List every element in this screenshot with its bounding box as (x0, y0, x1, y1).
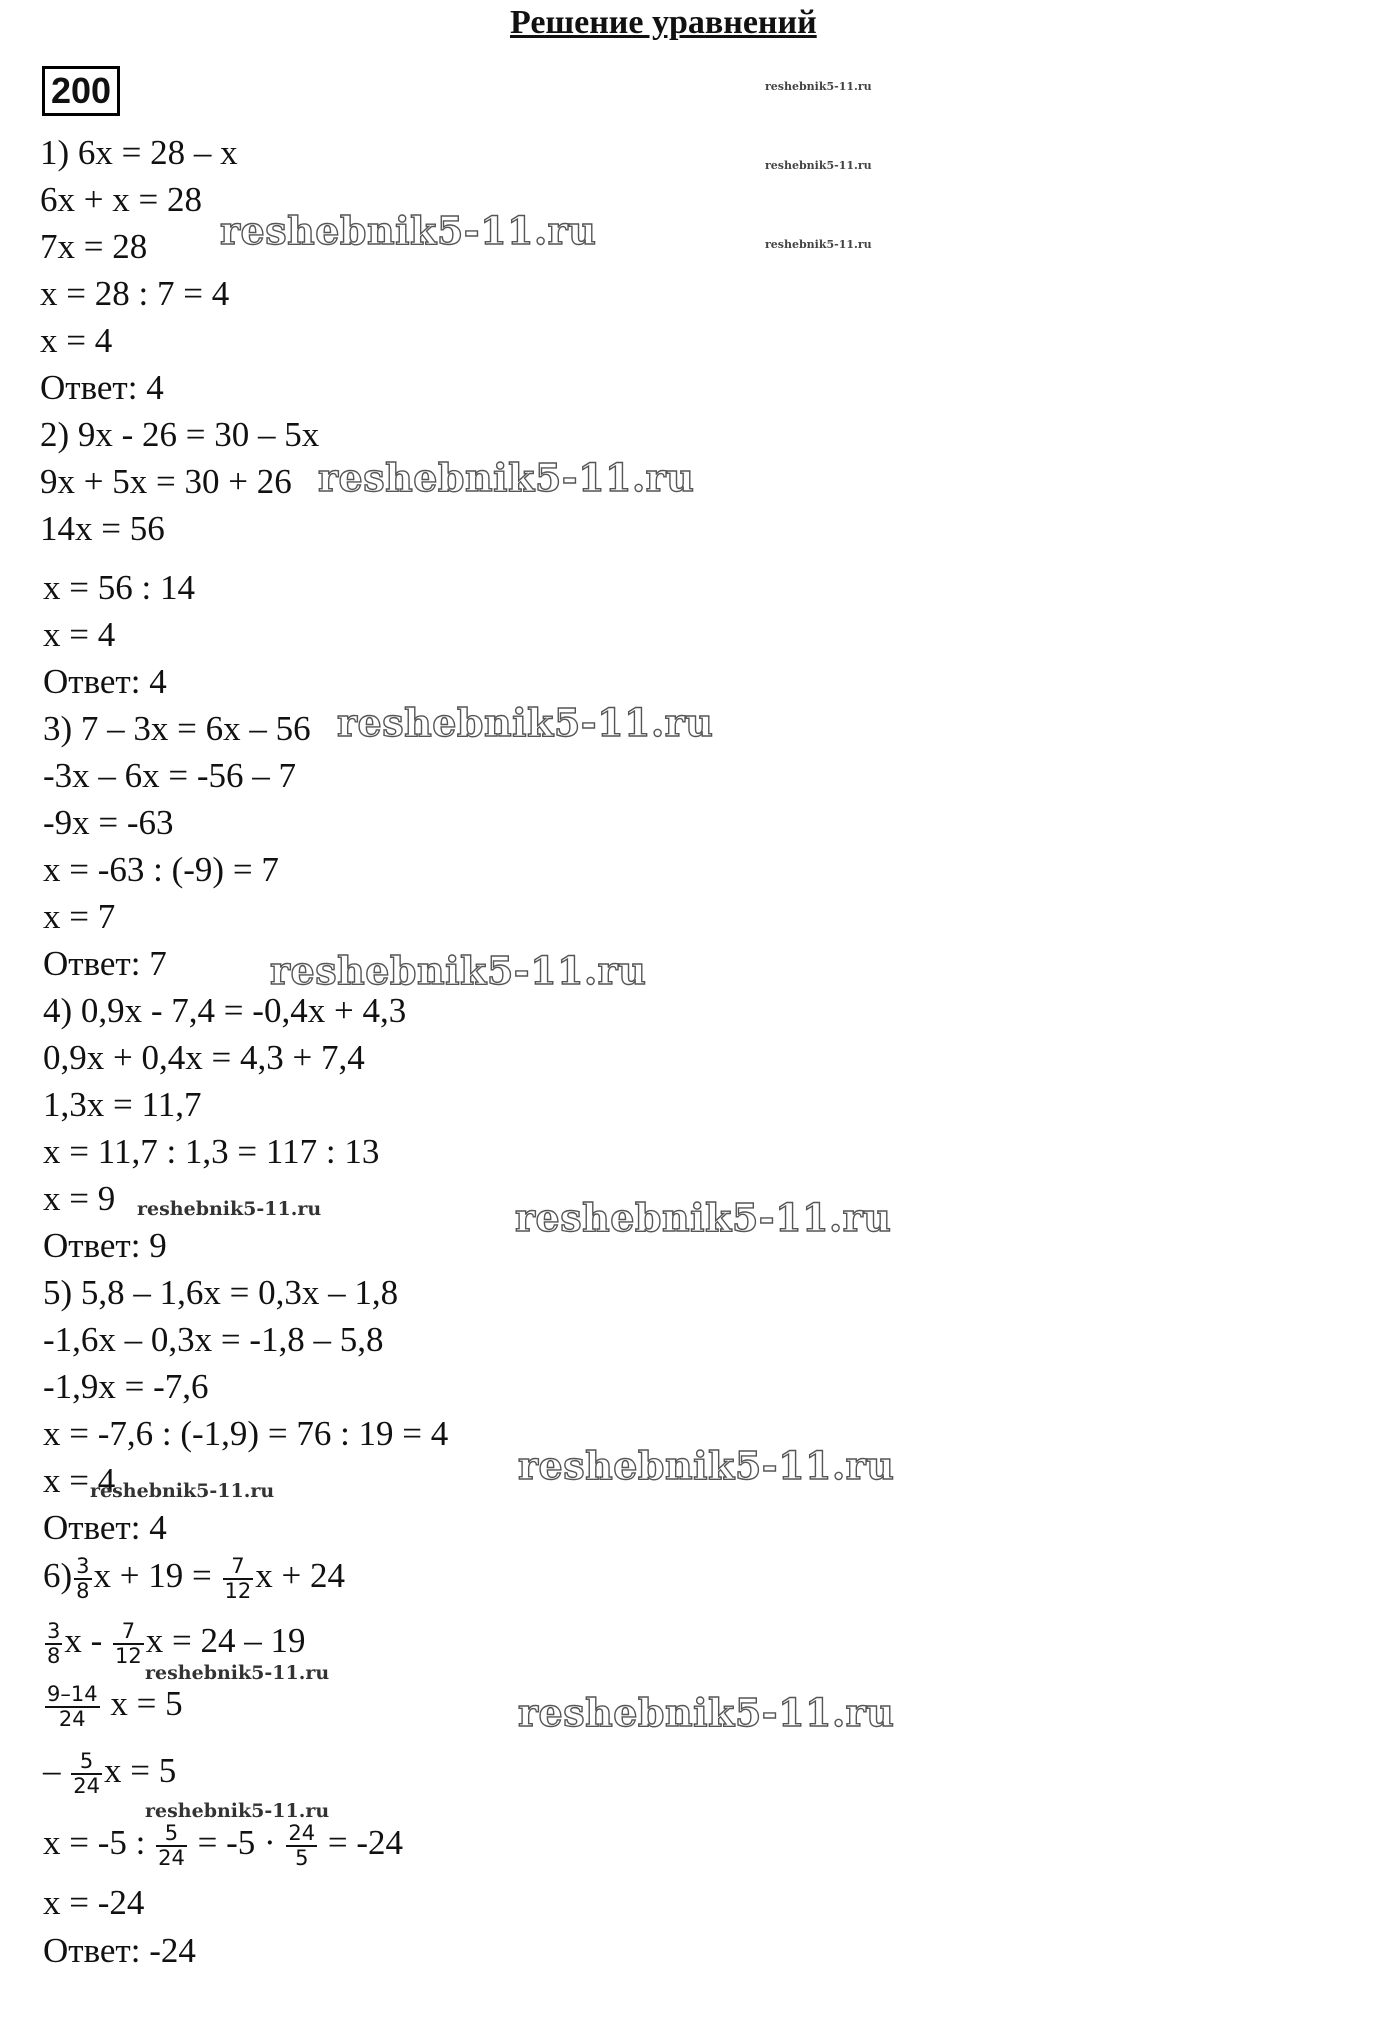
watermark-small: reshebnik5-11.ru (765, 80, 872, 93)
fraction: $\frac{7}{12}$ (224, 1554, 252, 1603)
equation-line: 0,9x + 0,4x = 4,3 + 7,4 (43, 1038, 365, 1077)
equation-line: -3x – 6x = -56 – 7 (43, 756, 297, 795)
equation-line: x = -63 : (-9) = 7 (43, 850, 279, 889)
answer-line: Ответ: 7 (43, 944, 167, 983)
equation-line: x = -24 (43, 1883, 145, 1922)
watermark-small: reshebnik5-11.ru (765, 238, 872, 251)
equation-line: 6x + x = 28 (40, 180, 202, 219)
equation-line: x = 11,7 : 1,3 = 117 : 13 (43, 1132, 380, 1171)
equation-line: 4) 0,9x - 7,4 = -0,4x + 4,3 (43, 991, 407, 1030)
answer-line: Ответ: 4 (43, 662, 167, 701)
expression-text: x = -5 : (43, 1823, 146, 1863)
answer-line: Ответ: 4 (40, 368, 164, 407)
equation-line: 1) 6x = 28 – x (40, 133, 238, 172)
equation-line-fraction (43, 1750, 176, 1798)
expression-text: – (43, 1751, 61, 1791)
fraction: $\frac{5}{24}$ (73, 1749, 100, 1798)
equation-line: 3) 7 – 3x = 6x – 56 (43, 709, 311, 748)
expression-text: x = 5 (110, 1684, 183, 1724)
equation-line: -1,9x = -7,6 (43, 1367, 209, 1406)
watermark-medium: reshebnik5-11.ru (90, 1480, 275, 1502)
exercise-number: 200 (42, 66, 120, 116)
fraction: $\frac{24}{5}$ (288, 1821, 316, 1870)
answer-line: Ответ: 9 (43, 1226, 167, 1265)
expression-text: = -5 · (197, 1823, 276, 1863)
watermark: reshebnik5-11.ru (318, 455, 695, 500)
watermark: reshebnik5-11.ru (515, 1195, 892, 1240)
watermark-small: reshebnik5-11.ru (765, 159, 872, 172)
expression-text: x - (64, 1621, 103, 1661)
fraction: $\frac{3}{8}$ (76, 1554, 90, 1603)
watermark: reshebnik5-11.ru (220, 208, 597, 253)
expression-text: x + 24 (255, 1556, 345, 1596)
equation-line-fraction (43, 1620, 306, 1668)
watermark-medium: reshebnik5-11.ru (145, 1800, 330, 1822)
watermark: reshebnik5-11.ru (270, 948, 647, 993)
equation-line: -1,6x – 0,3x = -1,8 – 5,8 (43, 1320, 384, 1359)
equation-line: x = -7,6 : (-1,9) = 76 : 19 = 4 (43, 1414, 449, 1453)
fraction: $\frac{3}{8}$ (47, 1619, 61, 1668)
watermark-medium: reshebnik5-11.ru (145, 1662, 330, 1684)
equation-line: 14x = 56 (40, 509, 165, 548)
fraction: $\frac{7}{12}$ (115, 1619, 142, 1668)
equation-line: 5) 5,8 – 1,6x = 0,3x – 1,8 (43, 1273, 399, 1312)
expression-text: x = 5 (103, 1751, 177, 1791)
equation-line: 9x + 5x = 30 + 26 (40, 462, 292, 501)
fraction: $\frac{5}{24}$ (158, 1821, 185, 1870)
item-number: 6) (43, 1556, 73, 1596)
equation-line: x = 4 (40, 321, 113, 360)
fraction: $\frac{9-14}{24}$ (47, 1682, 98, 1731)
equation-line: x = 56 : 14 (43, 568, 195, 607)
watermark-medium: reshebnik5-11.ru (137, 1198, 322, 1220)
equation-line: 1,3x = 11,7 (43, 1085, 202, 1124)
equation-line: 2) 9x - 26 = 30 – 5x (40, 415, 320, 454)
equation-line-fraction (43, 1555, 345, 1603)
equation-line: x = 28 : 7 = 4 (40, 274, 230, 313)
equation-line: x = 4 (43, 615, 116, 654)
equation-line: x = 9 (43, 1179, 116, 1218)
expression-text: = -24 (327, 1823, 404, 1863)
page-title: Решение уравнений (510, 4, 817, 41)
equation-line-fraction (43, 1683, 183, 1731)
equation-line: -9x = -63 (43, 803, 174, 842)
equation-line-fraction (43, 1822, 403, 1870)
answer-line: Ответ: 4 (43, 1508, 167, 1547)
equation-line: x = 4 (43, 1461, 116, 1500)
expression-text: x + 19 = (93, 1556, 212, 1596)
expression-text: x = 24 – 19 (145, 1621, 306, 1661)
watermark: reshebnik5-11.ru (518, 1443, 895, 1488)
equation-line: 7x = 28 (40, 227, 148, 266)
equation-line: x = 7 (43, 897, 116, 936)
watermark: reshebnik5-11.ru (337, 700, 714, 745)
answer-line: Ответ: -24 (43, 1931, 196, 1970)
watermark: reshebnik5-11.ru (518, 1690, 895, 1735)
